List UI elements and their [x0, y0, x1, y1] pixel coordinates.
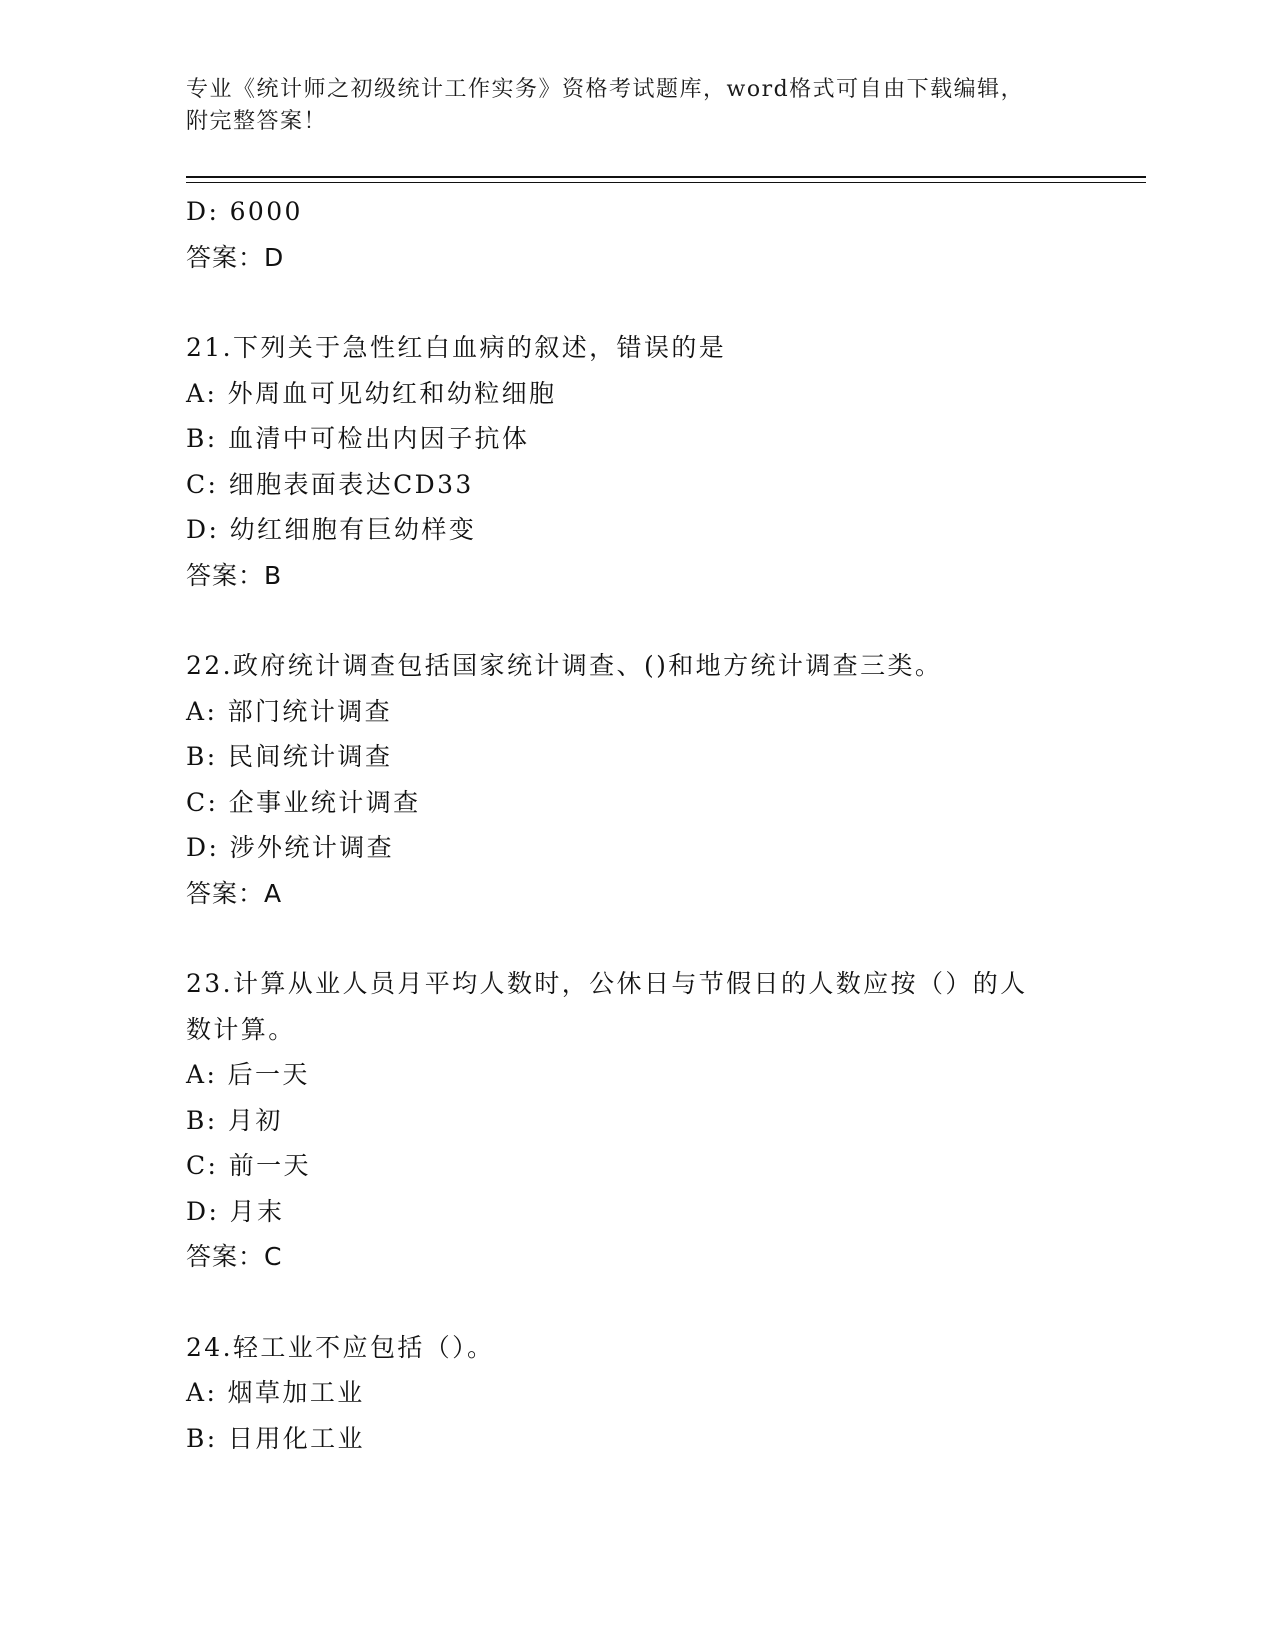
option-b: B: 血清中可检出内因子抗体: [186, 424, 530, 453]
question-list: [186, 189, 1086, 1461]
option-b: B: 民间统计调查: [186, 742, 393, 771]
question-stem: 23.计算从业人员月平均人数时，公休日与节假日的人数应按（）的人: [186, 969, 1028, 998]
option-d: D: 涉外统计调查: [186, 833, 395, 862]
header-divider-thick: [186, 176, 1146, 178]
question-23: [186, 961, 1086, 1280]
question-21: [186, 325, 1086, 598]
option-b: B: 月初: [186, 1105, 283, 1135]
option-c: C: 细胞表面表达CD33: [186, 469, 474, 499]
answer: 答案：A: [186, 878, 283, 908]
header-line-1: 专业《统计师之初级统计工作实务》资格考试题库，word格式可自由下载编辑，: [186, 77, 1025, 102]
answer: 答案：C: [186, 1242, 283, 1271]
option-b: B: 日用化工业: [186, 1423, 365, 1453]
option-c: C: 前一天: [186, 1151, 311, 1180]
header-divider-thin: [186, 182, 1146, 183]
option-a: A: 外周血可见幼红和幼粒细胞: [186, 378, 557, 408]
question-22: [186, 643, 1086, 916]
header-line-2: 附完整答案！: [186, 109, 328, 134]
question-stem: 22.政府统计调查包括国家统计调查、()和地方统计调查三类。: [186, 651, 943, 680]
document-header: [186, 74, 1086, 138]
option-a: A: 后一天: [186, 1060, 310, 1089]
answer: 答案：B: [186, 560, 283, 590]
option-a: A: 部门统计调查: [186, 696, 393, 726]
option-d: D: 幼红细胞有巨幼样变: [186, 515, 477, 544]
question-stem: 21.下列关于急性红白血病的叙述，错误的是: [186, 333, 727, 362]
option-d: D: 6000: [186, 197, 303, 226]
question-24: [186, 1325, 1086, 1462]
answer: 答案：D: [186, 242, 285, 272]
option-a: A: 烟草加工业: [186, 1378, 365, 1407]
option-d: D: 月末: [186, 1196, 285, 1226]
question-stem-continued: 数计算。: [186, 1014, 296, 1044]
option-c: C: 企事业统计调查: [186, 787, 421, 817]
question-stem: 24.轻工业不应包括（）。: [186, 1332, 495, 1362]
